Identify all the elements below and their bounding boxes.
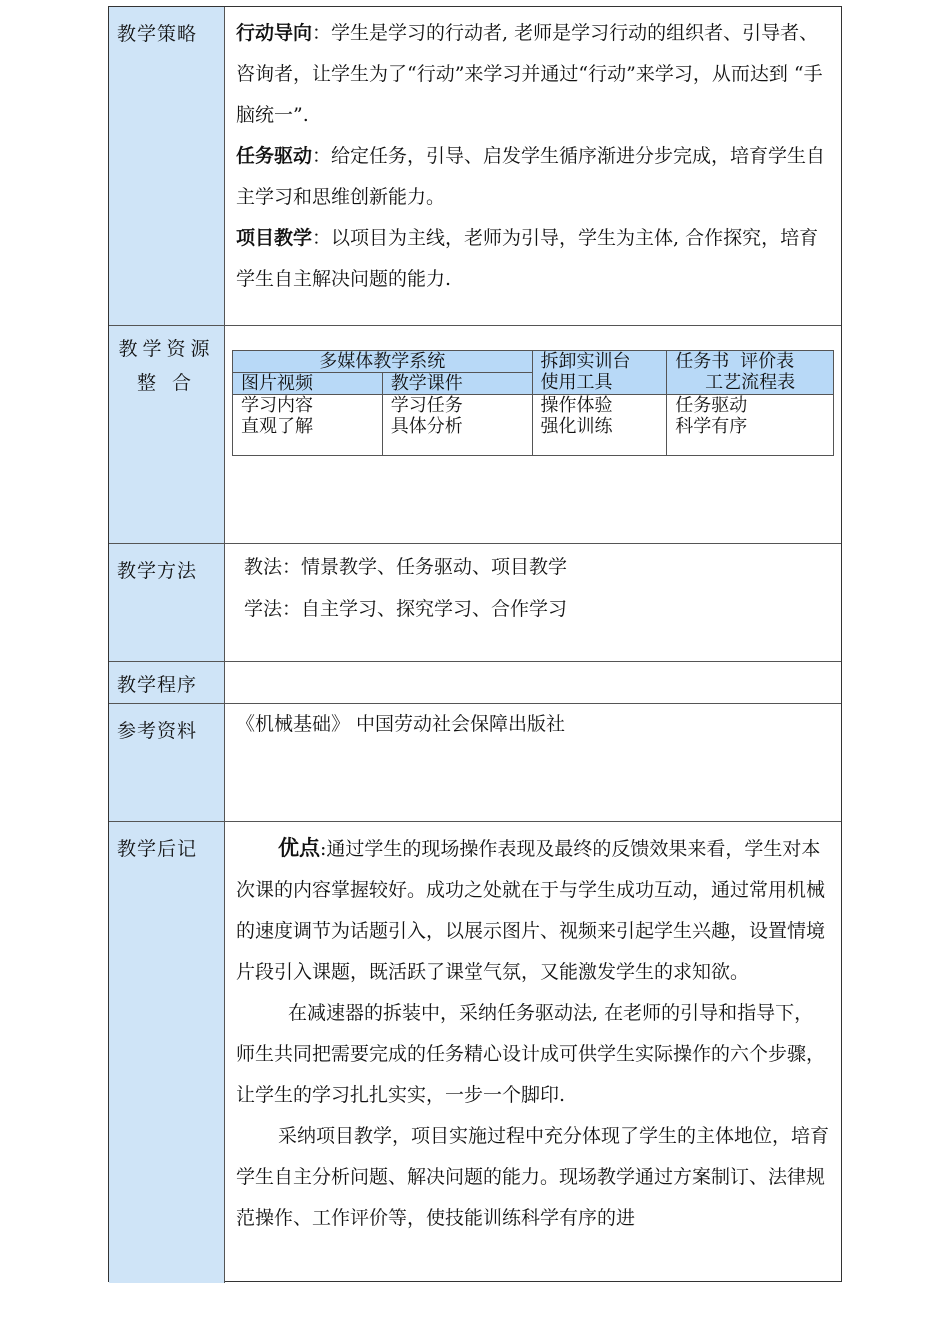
res-cell-courseware-l1: 学习任务 (390, 395, 463, 416)
lesson-plan-table (108, 6, 842, 1282)
strategy-text-project: ：以项目为主线，老师为引导，学生为主体, 合作探究，培育 学生自主解决问题的能力. (236, 227, 819, 290)
label-resources: 教学资源整 合 (109, 326, 225, 543)
methods-teach: 教法：情景教学、任务驱动、项目教学 (244, 556, 568, 578)
strategy-head-action: 行动导向 (236, 22, 313, 44)
methods-learn: 学法：自主学习、探究学习、合作学习 (244, 598, 568, 620)
res-header-bench-cell (532, 351, 667, 395)
row-notes (109, 822, 841, 1283)
label-references: 参考资料 (109, 704, 225, 821)
notes-content (226, 822, 841, 1283)
res-header-courseware: 教学课件 (382, 373, 532, 395)
strategy-para-action (236, 13, 831, 136)
strategy-content (226, 7, 841, 325)
res-header-taskbook-cell (667, 351, 834, 395)
res-header-taskbook: 任务书 评价表 (675, 351, 795, 372)
row-strategy (109, 7, 841, 326)
res-cell-taskbook (667, 395, 834, 456)
resources-content (226, 326, 841, 543)
res-cell-bench-l1: 操作体验 (540, 395, 613, 416)
strategy-para-task (236, 136, 831, 218)
notes-para-strengths (236, 828, 831, 993)
references-content (226, 704, 841, 821)
res-cell-taskbook-l1: 任务驱动 (675, 395, 748, 416)
label-notes: 教学后记 (109, 822, 225, 1283)
notes-text-strengths: :通过学生的现场操作表现及最终的反馈效果来看，学生对本次课的内容掌握较好。成功之处就在于与学生成功互动，通过常用机械的速度调节为话题引入，以展示图片、视频来引起学生兴趣，设置情境片段引入课题，既活跃了课堂气氛，又能激发学生的求知欲。 (236, 838, 826, 983)
label-strategy: 教学策略 (109, 7, 225, 325)
res-cell-taskbook-l2: 科学有序 (675, 416, 748, 437)
strategy-head-task: 任务驱动 (236, 145, 313, 167)
notes-para-reducer: 在减速器的拆装中，采纳任务驱动法, 在老师的引导和指导下，师生共同把需要完成的任务精心设计成可供学生实际操作的六个步骤，让学生的学习扎扎实实，一步一个脚印. (236, 1002, 826, 1106)
res-header-bench: 拆卸实训台 (540, 351, 631, 372)
strategy-text-task: ：给定任务，引导、启发学生循序渐进分步完成，培育学生自 主学习和思维创新能力。 (236, 145, 826, 208)
res-header-images: 图片视频 (233, 373, 383, 395)
label-methods: 教学方法 (109, 544, 225, 661)
row-methods (109, 544, 841, 662)
strategy-head-project: 项目教学 (236, 227, 313, 249)
label-procedure: 教学程序 (109, 662, 225, 703)
methods-content (226, 544, 841, 661)
strategy-para-project (236, 218, 831, 300)
res-cell-courseware-l2: 具体分析 (390, 416, 463, 437)
row-references (109, 704, 841, 822)
notes-para-project: 采纳项目教学，项目实施过程中充分体现了学生的主体地位，培育学生自主分析问题、解决问题的能力。现场教学通过方案制订、法律规范操作、工作评价等，使技能训练科学有序的进 (236, 1125, 830, 1229)
res-cell-courseware (382, 395, 532, 456)
row-resources (109, 326, 841, 544)
procedure-content (226, 662, 841, 703)
row-procedure (109, 662, 841, 704)
res-header-tools: 使用工具 (540, 372, 613, 393)
res-cell-bench-l2: 强化训练 (540, 416, 613, 437)
strategy-text-action: ：学生是学习的行动者, 老师是学习行动的组织者、引导者、 咨询者，让学生为了“行动”来学习并通过“行动”来学习，从而达到 “手脑统一”. (236, 22, 823, 126)
notes-head-strengths: 优点 (278, 836, 320, 860)
res-header-process: 工艺流程表 (705, 372, 796, 393)
references-text: 《机械基础》 中国劳动社会保障出版社 (236, 713, 566, 735)
res-header-multimedia: 多媒体教学系统 (233, 351, 533, 373)
resources-table (232, 350, 834, 456)
res-cell-images-l2: 直观了解 (241, 416, 313, 437)
res-cell-images-l1: 学习内容 (241, 395, 313, 416)
res-cell-bench (532, 395, 667, 456)
res-cell-images (233, 395, 383, 456)
